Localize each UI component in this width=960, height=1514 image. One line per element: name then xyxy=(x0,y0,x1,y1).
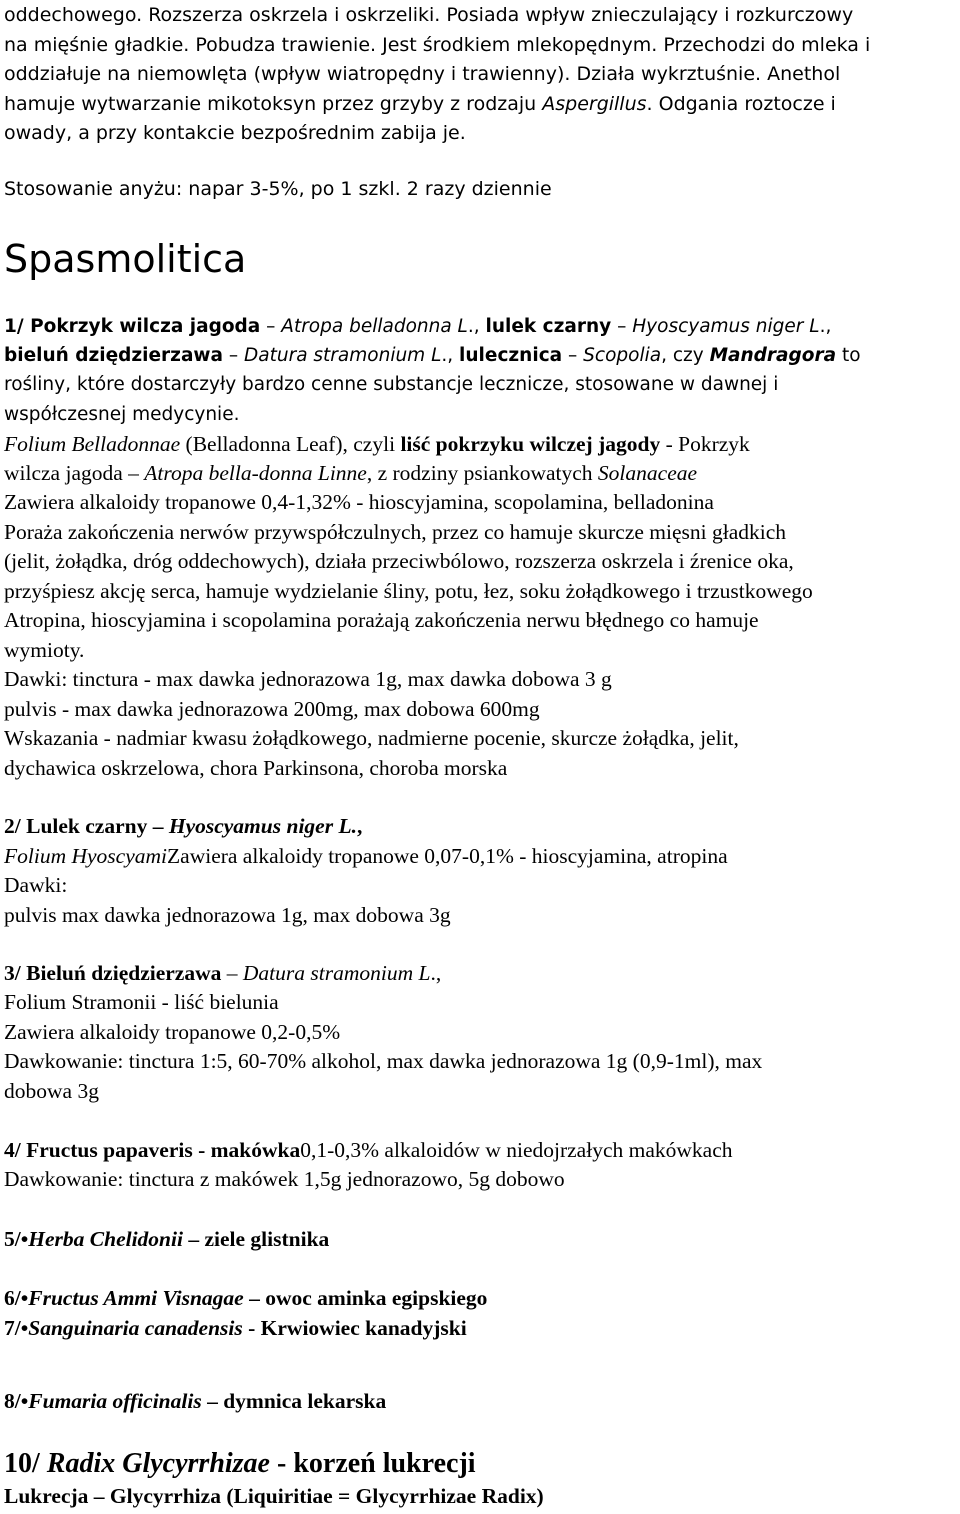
text-line xyxy=(4,581,813,603)
text-line xyxy=(4,728,739,750)
latin-name: Radix Glycyrrhizae xyxy=(46,1448,270,1479)
latin-name: Scopolia xyxy=(583,345,662,366)
plant-line xyxy=(4,1288,487,1310)
text-line xyxy=(4,1169,565,1191)
text: – xyxy=(221,961,243,985)
text-line xyxy=(4,992,279,1014)
text-line xyxy=(4,669,612,691)
text: (Belladonna Leaf), czyli xyxy=(180,432,401,456)
text-line xyxy=(4,1081,99,1103)
text-line xyxy=(4,492,714,514)
text-line xyxy=(4,522,786,544)
latin-name: Hyoscyamus niger L xyxy=(632,316,820,337)
latin-name: Fumaria officinalis xyxy=(28,1389,202,1413)
text: - Pokrzyk xyxy=(660,432,750,456)
latin-name: Sanguinaria canadensis xyxy=(28,1316,243,1340)
item-number: 8/• xyxy=(4,1389,29,1413)
text-line xyxy=(4,434,750,456)
text: oddziałuje na niemowlęta (wpływ wiatropędny i trawienny). Działa wykrztuśnie. Anethol xyxy=(4,63,841,85)
item-number: 7/• xyxy=(4,1316,29,1340)
text: ., xyxy=(819,316,832,337)
plant-line xyxy=(4,1486,544,1508)
latin-name: Mandragora xyxy=(709,345,837,366)
text-line xyxy=(4,905,451,927)
plant-line xyxy=(4,1140,733,1162)
text: współczesnej medycynie. xyxy=(4,404,240,425)
plant-line xyxy=(4,1391,386,1413)
text: Zawiera alkaloidy tropanowe 0,2-0,5% xyxy=(4,1020,341,1044)
text-line xyxy=(4,699,540,721)
plant-line xyxy=(4,318,831,337)
text-line xyxy=(4,610,759,632)
text: – xyxy=(223,345,245,366)
text: na mięśnie gładkie. Pobudza trawienie. Jest środkiem mlekopędnym. Przechodzi do mleka i xyxy=(4,34,871,56)
item-number: 10/ xyxy=(4,1448,47,1479)
plant-name: bieluń dziędzierzawa xyxy=(4,345,224,366)
latin-name: Herba Chelidonii xyxy=(28,1227,183,1251)
text: wymioty. xyxy=(4,638,85,662)
text: , czy xyxy=(661,345,710,366)
text: owady, a przy kontakcie bezpośrednim zabija je. xyxy=(4,122,466,144)
text: dobowa 3g xyxy=(4,1079,99,1103)
text: . Odgania roztocze i xyxy=(646,93,836,115)
text: hamuje wytwarzanie mikotoksyn przez grzyby z rodzaju xyxy=(4,93,543,115)
species-name: Aspergillus xyxy=(542,93,647,115)
text-line xyxy=(4,640,84,662)
text: Atropina, hioscyjamina i scopolamina porażają zakończenia nerwu błędnego co hamuje xyxy=(4,608,759,632)
text: Dawki: xyxy=(4,873,68,897)
plant-line xyxy=(4,1229,329,1251)
text-line xyxy=(4,1022,340,1044)
heading-text: Spasmolitica xyxy=(4,237,247,281)
text: Dawkowanie: tinctura z makówek 1,5g jednorazowo, 5g dobowo xyxy=(4,1167,565,1191)
text: ., xyxy=(467,316,486,337)
text: Zawiera alkaloidy tropanowe 0,4-1,32% - hioscyjamina, scopolamina, belladonina xyxy=(4,490,714,514)
section-heading xyxy=(4,237,247,281)
latin-name: Folium Belladonnae xyxy=(4,432,181,456)
plant-name: lulecznica xyxy=(459,345,563,366)
text: ., xyxy=(441,345,460,366)
text-line xyxy=(4,376,778,395)
text: dychawica oskrzelowa, chora Parkinsona, choroba morska xyxy=(4,756,508,780)
latin-name: Hyoscyamus niger L. xyxy=(168,814,357,838)
text: , z rodziny psiankowatych xyxy=(366,461,598,485)
plant-name: – owoc aminka egipskiego xyxy=(243,1286,488,1310)
text: Dawki: tinctura - max dawka jednorazowa 1g, max dawka dobowa 3 g xyxy=(4,667,612,691)
plant-name: 4/ Fructus papaveris - makówka xyxy=(4,1138,301,1162)
latin-name: Atropa belladonna L xyxy=(281,316,468,337)
plant-name: - korzeń lukrecji xyxy=(270,1448,476,1479)
text: rośliny, które dostarczyły bardzo cenne substancje lecznicze, stosowane w dawnej i xyxy=(4,374,779,395)
text-line xyxy=(4,1051,762,1073)
plant-name: 1/ Pokrzyk wilcza jagoda xyxy=(4,316,261,337)
text: 0,1-0,3% alkaloidów w niedojrzałych makówkach xyxy=(300,1138,733,1162)
text: Stosowanie anyżu: napar 3-5%, po 1 szkl. 2 razy dziennie xyxy=(4,178,552,200)
plant-line xyxy=(4,963,441,985)
text-line xyxy=(4,758,507,780)
text: przyśpiesz akcję serca, hamuje wydzielanie śliny, potu, łez, soku żołądkowego i trzustkowego xyxy=(4,579,813,603)
text: Dawkowanie: tinctura 1:5, 60-70% alkohol, max dawka jednorazowa 1g (0,9-1ml), max xyxy=(4,1049,763,1073)
plant-line xyxy=(4,347,861,366)
latin-name: Datura stramonium L xyxy=(242,961,431,985)
item-number: 6/• xyxy=(4,1286,29,1310)
text: Folium Stramonii - liść bielunia xyxy=(4,990,279,1014)
text: Wskazania - nadmiar kwasu żołądkowego, nadmierne pocenie, skurcze żołądka, jelit, xyxy=(4,726,739,750)
plant-name: 3/ Bieluń dziędzierzawa xyxy=(4,961,222,985)
intro-line xyxy=(4,65,840,84)
text: Zawiera alkaloidy tropanowe 0,07-0,1% - hioscyjamina, atropina xyxy=(167,844,728,868)
intro-line xyxy=(4,95,836,114)
plant-line xyxy=(4,1318,467,1340)
intro-line xyxy=(4,124,466,143)
emphasis: liść pokrzyku wilczej jagody xyxy=(400,432,661,456)
text-line xyxy=(4,875,67,897)
plant-heading xyxy=(4,1450,476,1478)
latin-name: Solanaceae xyxy=(597,461,698,485)
latin-name: Folium Hyoscyami xyxy=(4,844,168,868)
text-line xyxy=(4,846,728,868)
text: Poraża zakończenia nerwów przywspółczulnych, przez co hamuje skurcze mięsni gładkich xyxy=(4,520,787,544)
text-line xyxy=(4,551,794,573)
text-line xyxy=(4,463,697,485)
text: pulvis - max dawka jednorazowa 200mg, max dobowa 600mg xyxy=(4,697,540,721)
plant-name: 2/ Lulek czarny – xyxy=(4,814,169,838)
text: oddechowego. Rozszerza oskrzela i oskrzeliki. Posiada wpływ znieczulający i rozkurczowy xyxy=(4,4,854,26)
text: – xyxy=(260,316,282,337)
text: (jelit, żołądka, dróg oddechowych), działa przeciwbólowo, rozszerza oskrzela i źrenice oka, xyxy=(4,549,794,573)
text: , xyxy=(356,814,363,838)
intro-line xyxy=(4,36,870,55)
text: – xyxy=(562,345,584,366)
item-number: 5/• xyxy=(4,1227,29,1251)
text: ., xyxy=(430,961,442,985)
plant-line xyxy=(4,816,362,838)
text: Lukrecja – Glycyrrhiza (Liquiritiae = Glycyrrhizae Radix) xyxy=(4,1484,544,1508)
latin-name: Datura stramonium L xyxy=(244,345,442,366)
intro-line xyxy=(4,6,853,25)
plant-name: lulek czarny xyxy=(485,316,612,337)
text: – xyxy=(611,316,633,337)
latin-name: Fructus Ammi Visnagae xyxy=(28,1286,244,1310)
text: wilcza jagoda – xyxy=(4,461,145,485)
text-line xyxy=(4,406,239,425)
plant-name: – dymnica lekarska xyxy=(201,1389,387,1413)
plant-name: - Krwiowiec kanadyjski xyxy=(242,1316,467,1340)
plant-name: – ziele glistnika xyxy=(182,1227,330,1251)
text: to xyxy=(836,345,861,366)
text: pulvis max dawka jednorazowa 1g, max dobowa 3g xyxy=(4,903,451,927)
latin-name: Atropa bella-donna Linne xyxy=(144,461,367,485)
dosage-line xyxy=(4,180,552,199)
